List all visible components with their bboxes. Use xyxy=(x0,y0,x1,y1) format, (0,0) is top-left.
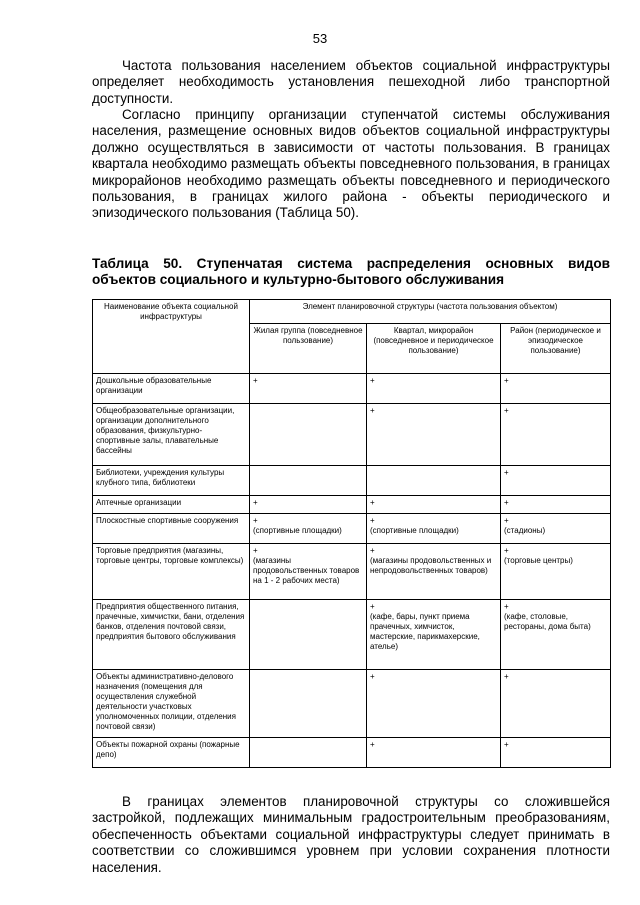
plus-mark: + xyxy=(370,406,375,415)
plus-mark: + xyxy=(370,498,375,507)
plus-mark: + xyxy=(504,498,509,507)
level-cell xyxy=(367,466,501,496)
level-cell xyxy=(367,404,501,466)
plus-mark: + xyxy=(370,516,375,525)
plus-mark: + xyxy=(253,376,258,385)
header-object-name: Наименование объекта социальной инфраструктуры xyxy=(93,300,250,374)
plus-mark: + xyxy=(504,468,509,477)
plus-mark: + xyxy=(504,672,509,681)
level-cell xyxy=(250,514,367,544)
header-planning-element: Элемент планировочной структуры (частота пользования объектом) xyxy=(250,300,611,324)
intro-paragraph: Частота пользования населением объектов социальной инфраструктуры определяет необходимость установления пешеходной либо транспортной доступности. xyxy=(92,58,610,106)
plus-mark: + xyxy=(504,516,509,525)
level-cell xyxy=(250,738,367,768)
object-name-cell: Библиотеки, учреждения культуры клубного типа, библиотеки xyxy=(93,466,250,496)
level-cell xyxy=(501,600,611,670)
object-name-cell: Дошкольные образовательные организации xyxy=(93,374,250,404)
level-cell xyxy=(367,738,501,768)
cell-note: (торговые центры) xyxy=(504,556,573,565)
plus-mark: + xyxy=(370,672,375,681)
level-cell xyxy=(367,670,501,738)
object-name-cell: Объекты административно-делового назначения (помещения для осуществления служебной деятельности участковых уполномоченных полиции, отделения почтовой связи) xyxy=(93,670,250,738)
object-name-cell: Аптечные организации xyxy=(93,496,250,514)
header-residential-group: Жилая группа (повседневное пользование) xyxy=(250,324,367,374)
table-row xyxy=(93,466,611,496)
level-cell xyxy=(367,600,501,670)
table-row xyxy=(93,738,611,768)
plus-mark: + xyxy=(370,546,375,555)
cell-note: (спортивные площадки) xyxy=(370,526,459,535)
header-district: Район (периодическое и эпизодическое пользование) xyxy=(501,324,611,374)
table-row xyxy=(93,374,611,404)
level-cell xyxy=(501,670,611,738)
level-cell xyxy=(501,496,611,514)
table-body xyxy=(93,374,611,768)
cell-note: (стадионы) xyxy=(504,526,546,535)
plus-mark: + xyxy=(253,546,258,555)
cell-note: (спортивные площадки) xyxy=(253,526,342,535)
plus-mark: + xyxy=(504,376,509,385)
level-cell xyxy=(501,374,611,404)
table-row xyxy=(93,514,611,544)
closing-paragraph: В границах элементов планировочной структуры со сложившейся застройкой, подлежащих минимальным градостроительным преобразованиям, обеспеченность объектами социальной инфраструктуры следует принимать в соответствии со сложившимся уровнем при условии сохранения плотности населения. xyxy=(92,794,610,875)
cell-note: (кафе, столовые, рестораны, дома быта) xyxy=(504,612,591,631)
table-row xyxy=(93,544,611,600)
level-cell xyxy=(501,466,611,496)
object-name-cell: Предприятия общественного питания, прачечные, химчистки, бани, отделения банков, отделения почтовой связи, предприятия бытового обслуживания xyxy=(93,600,250,670)
table-row xyxy=(93,404,611,466)
plus-mark: + xyxy=(504,546,509,555)
level-cell xyxy=(367,544,501,600)
level-cell xyxy=(250,544,367,600)
header-quarter-microdistrict: Квартал, микрорайон (повседневное и периодическое пользование) xyxy=(367,324,501,374)
table-row xyxy=(93,670,611,738)
level-cell xyxy=(250,496,367,514)
plus-mark: + xyxy=(253,498,258,507)
plus-mark: + xyxy=(504,406,509,415)
plus-mark: + xyxy=(370,376,375,385)
principle-paragraph: Согласно принципу организации ступенчатой системы обслуживания населения, размещение основных видов объектов социальной инфраструктуры должно осуществляться в зависимости от частоты пользования. В границах квартала необходимо размещать объекты повседневного пользования, в границах микрорайонов необходимо размещать объекты повседневного и периодического пользования, в границах жилого района - объекты периодического и эпизодического пользования (Таблица 50). xyxy=(92,107,610,221)
table-row xyxy=(93,600,611,670)
level-cell xyxy=(367,374,501,404)
level-cell xyxy=(250,670,367,738)
level-cell xyxy=(367,496,501,514)
plus-mark: + xyxy=(370,740,375,749)
table-title: Таблица 50. Ступенчатая система распределения основных видов объектов социального и культурно-бытового обслуживания xyxy=(92,256,610,288)
service-distribution-table xyxy=(92,299,611,768)
level-cell xyxy=(501,738,611,768)
object-name-cell: Общеобразовательные организации, организации дополнительного образования, физкультурно-спортивные залы, плавательные бассейны xyxy=(93,404,250,466)
plus-mark: + xyxy=(253,516,258,525)
cell-note: (магазины продовольственных и непродовольственных товаров) xyxy=(370,556,492,575)
cell-note: (кафе, бары, пункт приема прачечных, химчисток, мастерские, парикмахерские, ателье) xyxy=(370,612,480,651)
object-name-cell: Торговые предприятия (магазины, торговые центры, торговые комплексы) xyxy=(93,544,250,600)
cell-note: (магазины продовольственных товаров на 1 - 2 рабочих места) xyxy=(253,556,360,585)
level-cell xyxy=(250,600,367,670)
level-cell xyxy=(250,374,367,404)
level-cell xyxy=(367,514,501,544)
object-name-cell: Объекты пожарной охраны (пожарные депо) xyxy=(93,738,250,768)
level-cell xyxy=(250,466,367,496)
level-cell xyxy=(501,404,611,466)
plus-mark: + xyxy=(370,602,375,611)
level-cell xyxy=(501,514,611,544)
level-cell xyxy=(250,404,367,466)
plus-mark: + xyxy=(504,602,509,611)
page-number: 53 xyxy=(312,31,328,46)
plus-mark: + xyxy=(504,740,509,749)
level-cell xyxy=(501,544,611,600)
object-name-cell: Плоскостные спортивные сооружения xyxy=(93,514,250,544)
table-row xyxy=(93,496,611,514)
